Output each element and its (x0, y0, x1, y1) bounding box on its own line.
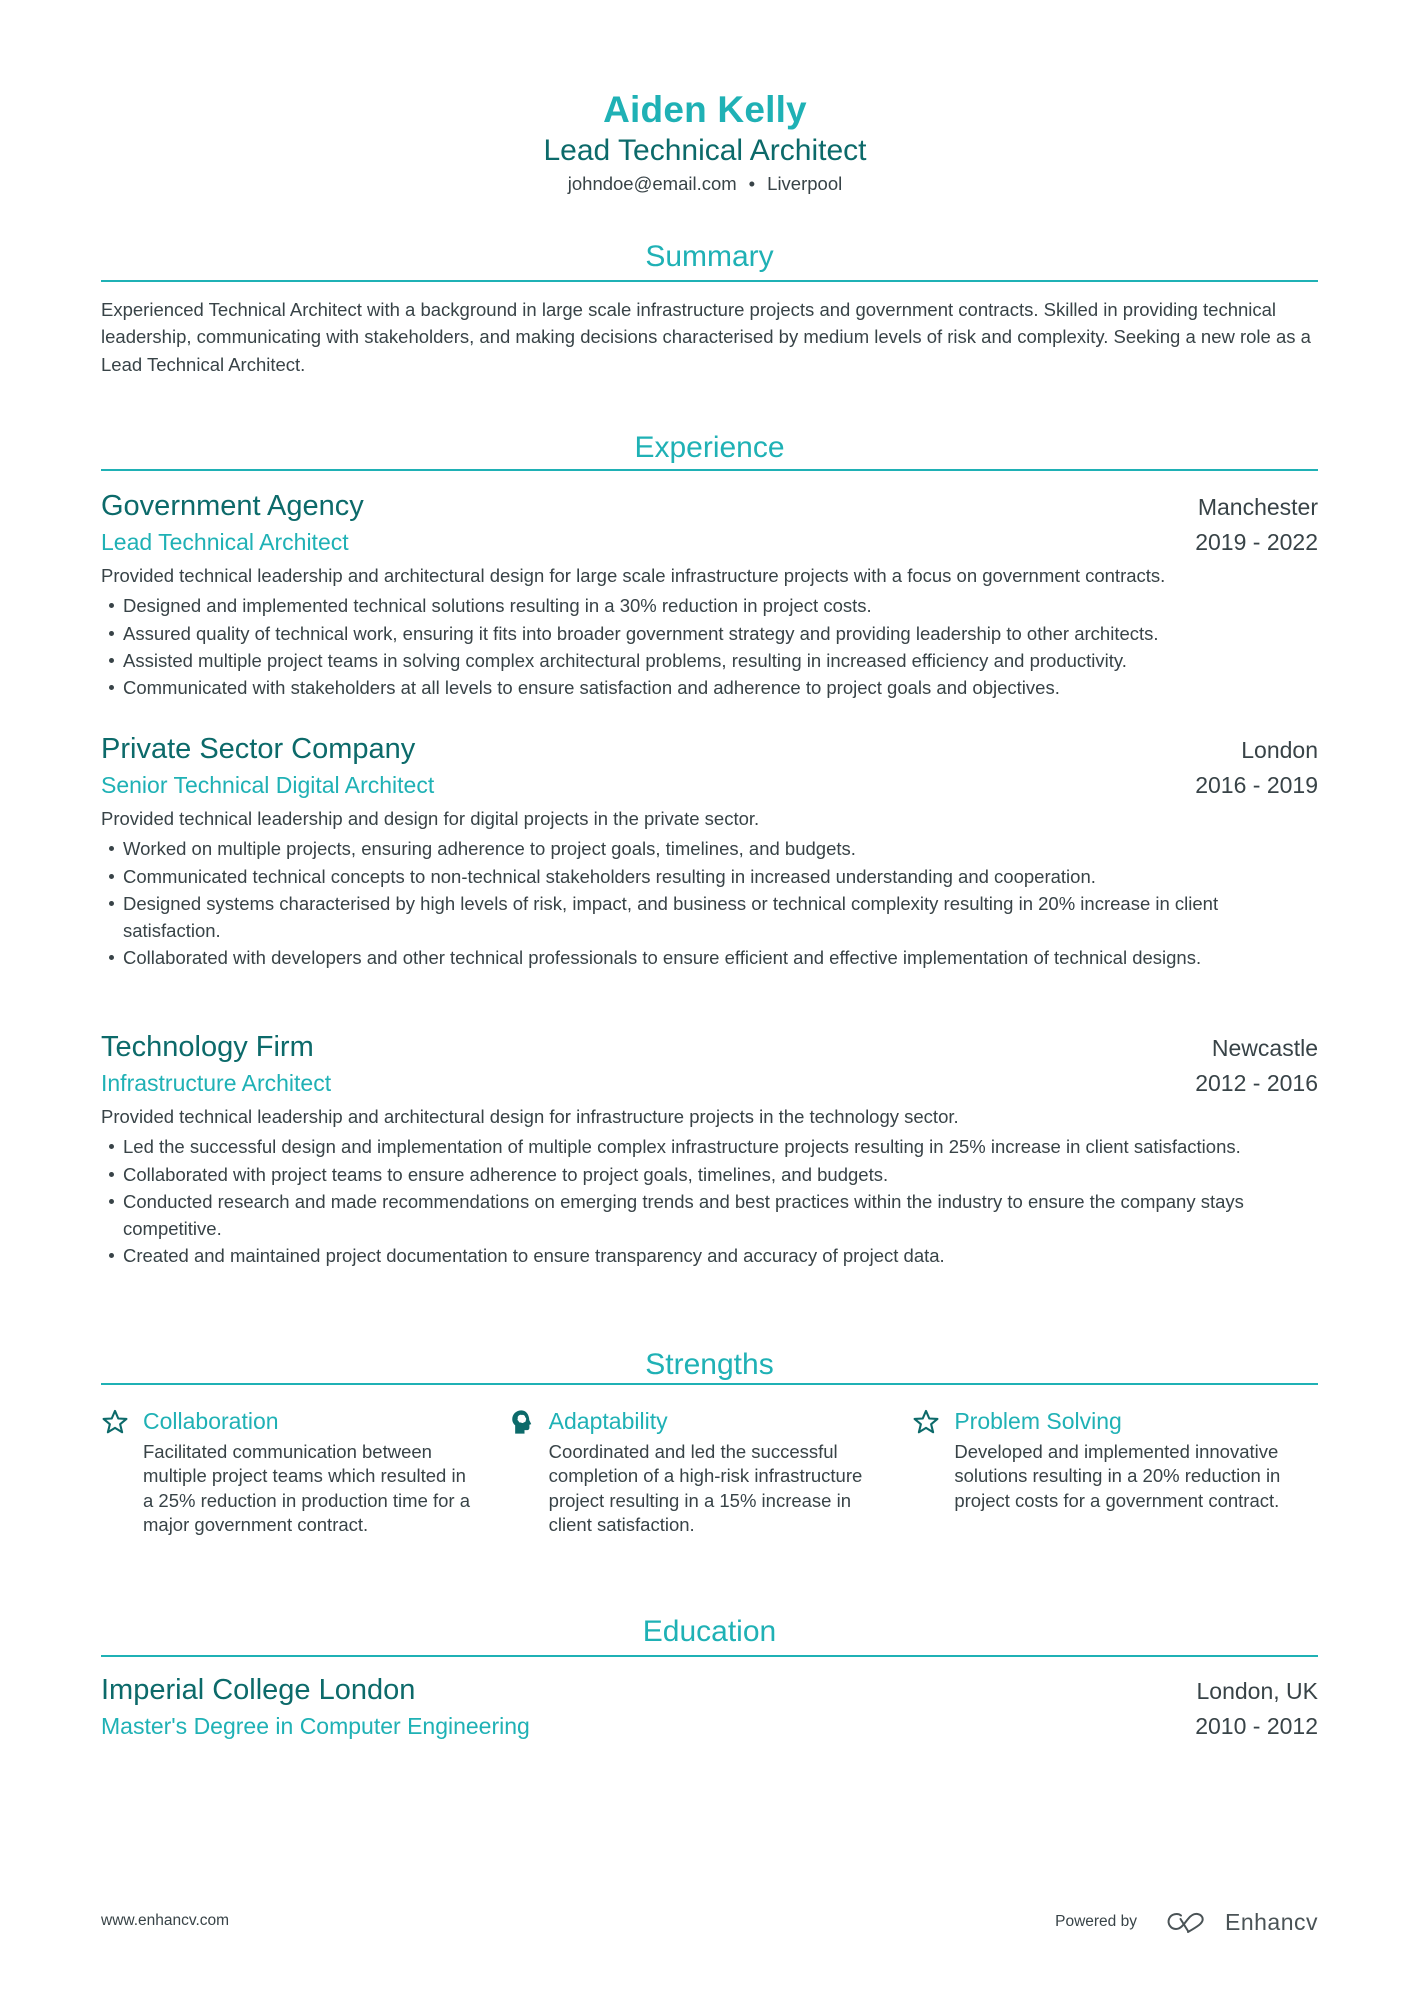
strength-item (912, 1404, 1318, 1537)
school-name: Imperial College London (101, 1674, 416, 1706)
enhancv-brand: Enhancv (1224, 1908, 1318, 1935)
strength-title: Collaboration (143, 1408, 279, 1434)
experience-entry (101, 488, 1318, 701)
powered-by[interactable] (1055, 1908, 1318, 1936)
section-divider (101, 280, 1318, 282)
job-title: Senior Technical Digital Architect (101, 772, 435, 798)
company-name: Technology Firm (101, 1031, 314, 1063)
company-name: Private Sector Company (101, 733, 416, 765)
candidate-headline: Lead Technical Architect (543, 134, 867, 167)
experience-entry (101, 731, 1318, 971)
strength-description: Developed and implemented innovative solutions resulting in a 20% reduction in project costs for a government contract. (954, 1441, 1281, 1511)
school-location: London, UK (1196, 1678, 1318, 1704)
bullet-item: Led the successful design and implementation of multiple complex infrastructure projects resulting in 25% increase in client satisfactions. (101, 1133, 1318, 1160)
bullet-item: Conducted research and made recommendations on emerging trends and best practices within the industry to ensure the company stays competitive. (101, 1188, 1318, 1242)
job-location: Newcastle (1211, 1035, 1318, 1061)
bullet-item: Designed and implemented technical solutions resulting in a 30% reduction in project costs. (101, 592, 1318, 619)
education-entry (101, 1672, 1318, 1743)
section-title-experience: Experience (634, 431, 785, 464)
job-title: Lead Technical Architect (101, 529, 349, 555)
job-dates: 2016 - 2019 (1195, 772, 1318, 798)
bullet-item: Assisted multiple project teams in solving complex architectural problems, resulting in increased efficiency and productivity. (101, 647, 1318, 674)
experience-entry (101, 1029, 1318, 1269)
strength-item (101, 1404, 507, 1537)
job-dates: 2012 - 2016 (1195, 1070, 1318, 1096)
strength-description: Coordinated and led the successful completion of a high-risk infrastructure project resulting in a 15% increase in client satisfaction. (548, 1441, 863, 1535)
job-location: London (1241, 737, 1318, 763)
powered-by-label: Powered by (1055, 1913, 1137, 1930)
candidate-name: Aiden Kelly (603, 89, 807, 130)
website-link[interactable]: www.enhancv.com (101, 1912, 230, 1929)
bullet-item: Collaborated with project teams to ensure adherence to project goals, timelines, and budgets. (101, 1161, 1318, 1188)
bullet-item: Designed systems characterised by high levels of risk, impact, and business or technical complexity resulting in 20% increase in client satisfaction. (101, 890, 1318, 944)
job-bullets (101, 592, 1318, 701)
bullet-item: Communicated with stakeholders at all levels to ensure satisfaction and adherence to project goals and objectives. (101, 674, 1318, 701)
bullet-item: Created and maintained project documentation to ensure transparency and accuracy of project data. (101, 1242, 1318, 1269)
bullet-item: Assured quality of technical work, ensuring it fits into broader government strategy and providing leadership to other architects. (101, 620, 1318, 647)
enhancv-logo-icon (1165, 1910, 1213, 1934)
separator-dot: • (748, 173, 756, 194)
company-name: Government Agency (101, 490, 364, 522)
education-dates: 2010 - 2012 (1195, 1713, 1318, 1739)
job-dates: 2019 - 2022 (1195, 529, 1318, 555)
job-description: Provided technical leadership and architectural design for infrastructure projects in the technology sector. (101, 1106, 959, 1127)
summary-text: Experienced Technical Architect with a background in large scale infrastructure projects and government contracts. Skilled in providing technical leadership, communicating with stakeholders, and making decisions characterised by medium levels of risk and complexity. Seeking a new role as a Lead Technical Architect. (101, 299, 1311, 375)
section-title-education: Education (642, 1615, 777, 1648)
section-divider (101, 469, 1318, 471)
page-footer (101, 1908, 1318, 1936)
contact-line (0, 171, 1410, 197)
section-title-strengths: Strengths (645, 1348, 774, 1381)
job-description: Provided technical leadership and architectural design for large scale infrastructure projects with a focus on government contracts. (101, 565, 1166, 586)
brain-head-icon (507, 1408, 535, 1436)
job-bullets (101, 835, 1318, 971)
bullet-item: Communicated technical concepts to non-technical stakeholders resulting in increased understanding and cooperation. (101, 863, 1318, 890)
strength-title: Adaptability (548, 1408, 668, 1434)
degree: Master's Degree in Computer Engineering (101, 1713, 530, 1739)
section-divider (101, 1655, 1318, 1657)
bullet-item: Collaborated with developers and other technical professionals to ensure efficient and effective implementation of technical designs. (101, 944, 1318, 971)
job-title: Infrastructure Architect (101, 1070, 332, 1096)
section-title-summary: Summary (645, 240, 774, 273)
bullet-item: Worked on multiple projects, ensuring adherence to project goals, timelines, and budgets. (101, 835, 1318, 862)
candidate-location: Liverpool (767, 173, 843, 194)
section-divider (101, 1383, 1318, 1385)
star-icon (101, 1408, 129, 1436)
job-description: Provided technical leadership and design for digital projects in the private sector. (101, 808, 760, 829)
job-location: Manchester (1197, 494, 1318, 520)
strengths-list (101, 1404, 1318, 1537)
email-link[interactable]: johndoe@email.com (567, 173, 737, 194)
strength-item (507, 1404, 913, 1537)
job-bullets (101, 1133, 1318, 1269)
star-icon (912, 1408, 940, 1436)
strength-description: Facilitated communication between multiple project teams which resulted in a 25% reduction in production time for a major government contract. (143, 1441, 471, 1535)
resume-header (0, 88, 1410, 197)
strength-title: Problem Solving (954, 1408, 1122, 1434)
